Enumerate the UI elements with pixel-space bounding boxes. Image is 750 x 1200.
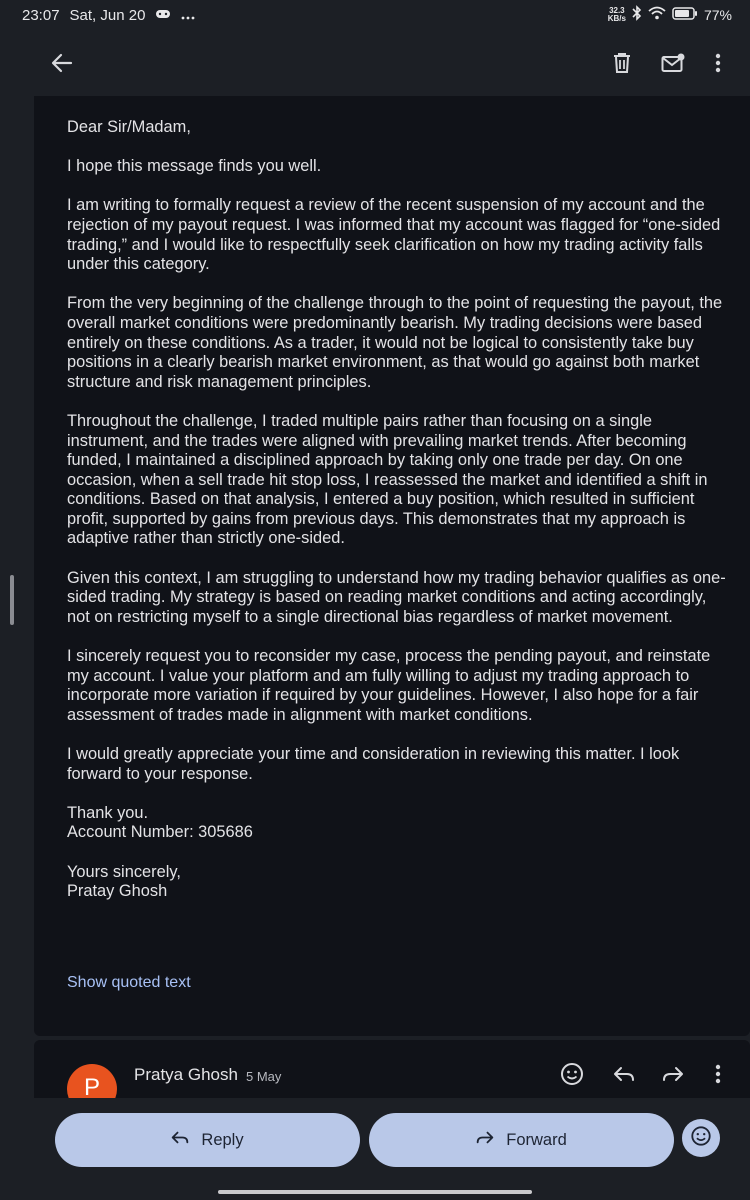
message-paragraph: I would greatly appreciate your time and consideration in reviewing this matter. I look forward to your response. <box>67 745 680 783</box>
reply-button[interactable] <box>55 1113 360 1167</box>
battery-icon <box>672 7 698 24</box>
message-body <box>67 118 727 921</box>
speed-value: 32.3 <box>609 6 625 15</box>
message-paragraph: I am writing to formally request a review of the recent suspension of my account and the rejection of my payout request. I was informed that my account was flagged for “one-sided trading,” and I would like to respectfully seek clarification on how my trading activity falls under this category. <box>67 196 721 274</box>
forward-icon[interactable] <box>659 1060 687 1088</box>
more-vert-icon[interactable] <box>701 46 735 80</box>
sender-name: Pratya Ghosh <box>134 1065 238 1084</box>
battery-percent: 77% <box>703 7 732 23</box>
message-paragraph: I hope this message finds you well. <box>67 157 322 176</box>
reply-icon <box>171 1130 189 1150</box>
message-paragraph: I sincerely request you to reconsider my case, process the pending payout, and reinstate my account. I value your platform and am fully willing to adjust my trading approach to incorporate more variation if required by your guidelines. However, I also hope for a fair assessment of trades made in alignment with market conditions. <box>67 647 711 724</box>
forward-label: Forward <box>506 1130 567 1149</box>
closing-line: Yours sincerely, <box>67 862 181 881</box>
message-paragraph: Dear Sir/Madam, <box>67 118 191 136</box>
thanks-line: Thank you. <box>67 803 149 822</box>
message-date: 5 May <box>246 1069 282 1084</box>
thanks-block <box>67 804 727 843</box>
message-paragraph: From the very beginning of the challenge through to the point of requesting the payout, the overall market conditions were predominantly bearish. My trading decisions were based entirely on these conditions. As a trader, it would not be logical to consistently take buy positions in a clearly bearish market environment, as that would go against both market structure and risk management principles. <box>67 294 723 391</box>
status-bar <box>0 0 750 30</box>
game-controller-icon <box>155 7 171 24</box>
emoji-react-button[interactable] <box>682 1119 720 1157</box>
signature-block <box>67 863 727 902</box>
status-time: 23:07 <box>22 6 60 24</box>
wifi-icon <box>648 6 666 24</box>
emoji-icon <box>690 1125 712 1152</box>
reply-icon[interactable] <box>610 1060 638 1088</box>
forward-icon <box>476 1130 494 1150</box>
message-paragraph: Given this context, I am struggling to understand how my trading behavior qualifies as one-sided trading. My strategy is based on reading market conditions and acting accordingly, not on restricting myself to a single directional bias regardless of market movement. <box>67 568 726 626</box>
side-drag-handle[interactable] <box>10 575 14 625</box>
signature-name: Pratay Ghosh <box>67 882 168 901</box>
forward-button[interactable] <box>369 1113 674 1167</box>
home-indicator[interactable] <box>218 1190 532 1194</box>
delete-icon[interactable] <box>605 46 639 80</box>
network-speed <box>608 7 626 23</box>
next-message-header[interactable] <box>34 1040 750 1098</box>
message-card <box>34 96 750 1036</box>
status-date: Sat, Jun 20 <box>69 6 146 24</box>
avatar: P <box>67 1064 117 1098</box>
message-paragraph: Throughout the challenge, I traded multiple pairs rather than focusing on a single instrument, and the trades were aligned with prevailing market trends. After becoming funded, I maintained a disciplined approach by taking only one trade per day. On one occasion, when a sell trade hit stop loss, I reassessed the market and identified a shift in conditions. Based on that analysis, I entered a buy position, which resulted in sufficient profit, supported by gains from previous days. This demonstrates that my approach is adaptive rather than strictly one-sided. <box>67 411 708 548</box>
mark-unread-icon[interactable] <box>656 46 690 80</box>
speed-unit: KB/s <box>607 14 626 23</box>
more-vert-icon[interactable] <box>704 1060 732 1088</box>
bottom-action-bar <box>0 1098 750 1200</box>
show-quoted-text-link[interactable]: Show quoted text <box>67 974 191 991</box>
back-arrow-icon[interactable] <box>45 46 79 80</box>
more-dots-icon <box>181 7 195 24</box>
bluetooth-icon <box>632 5 642 25</box>
account-number-line: Account Number: 305686 <box>67 823 253 842</box>
emoji-react-icon[interactable] <box>558 1060 586 1088</box>
top-app-bar <box>0 30 750 96</box>
reply-label: Reply <box>201 1130 244 1149</box>
